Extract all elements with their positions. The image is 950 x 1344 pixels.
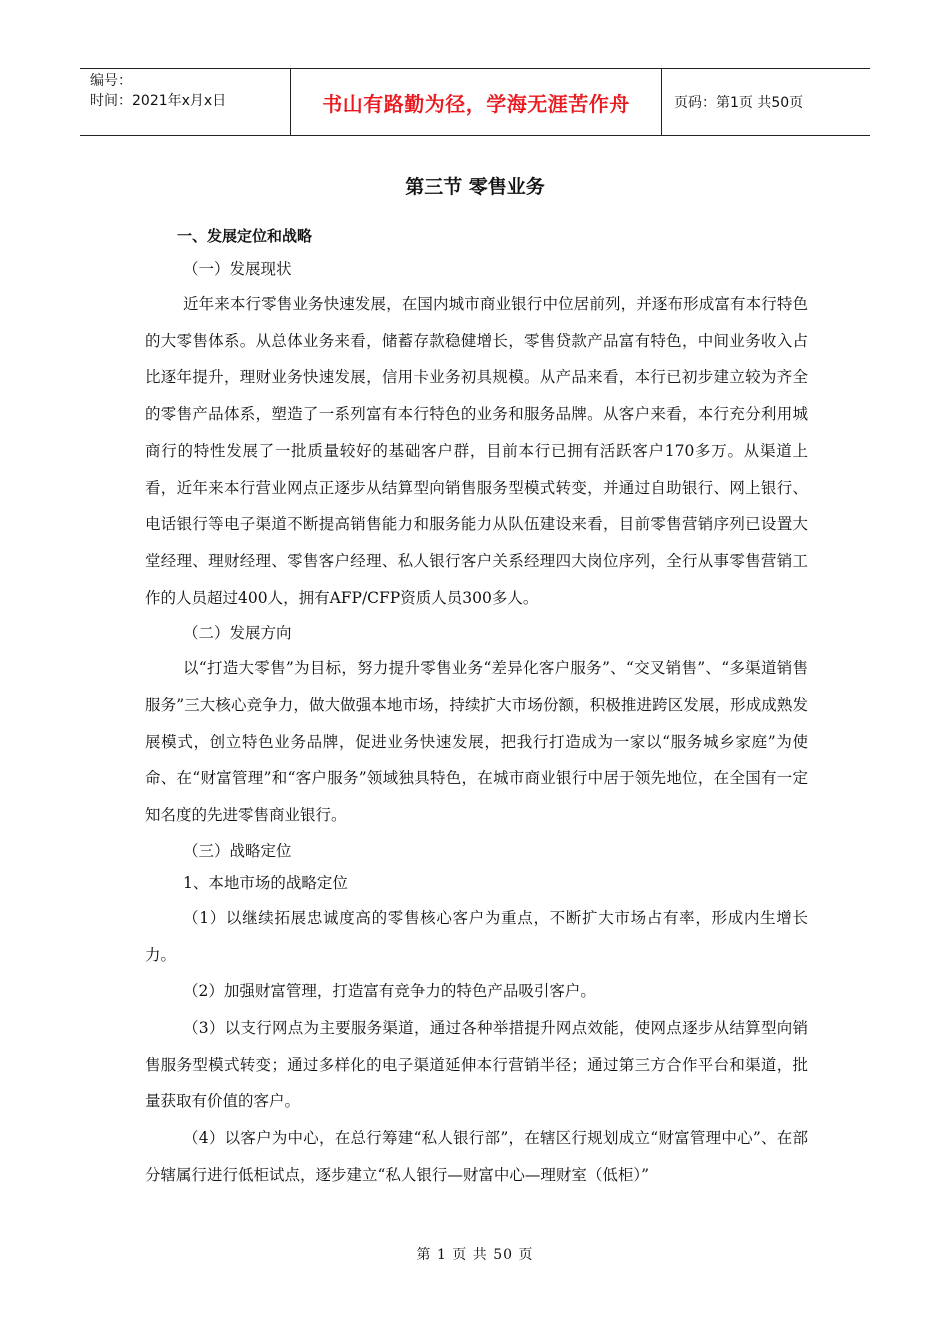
subsection-heading-current-status: （一）发展现状 <box>183 260 292 278</box>
header-motto: 书山有路勤为径，学海无涯苦作舟 <box>322 91 630 116</box>
header-meta-cell <box>80 69 291 136</box>
document-time-label: 时间：2021年x月x日 <box>90 93 227 109</box>
list-item: （4）以客户为中心，在总行筹建“私人银行部”，在辖区行规划成立“财富管理中心”、在部分辖属行进行低柜试点，逐步建立“私人银行—财富中心—理财室（低柜）” <box>145 1129 808 1184</box>
paragraph-direction: 以“打造大零售”为目标，努力提升零售业务“差异化客户服务”、“交叉销售”、“多渠道销售服务”三大核心竞争力，做大做强本地市场，持续扩大市场份额，积极推进跨区发展，形成成熟发展模式，创立特色业务品牌，促进业务快速发展，把我行打造成为一家以“服务城乡家庭”为使命、在“财富管理”和“客户服务”领域独具特色，在城市商业银行中居于领先地位，在全国有一定知名度的先进零售商业银行。 <box>145 659 808 825</box>
subsection-heading-strategy: （三）战略定位 <box>183 841 292 860</box>
page-footer: 第 1 页 共 50 页 <box>416 1247 534 1263</box>
header-page-code: 页码：第1页 共50页 <box>662 69 871 136</box>
list-item: （3）以支行网点为主要服务渠道，通过各种举措提升网点效能，使网点逐步从结算型向销售服务型模式转变；通过多样化的电子渠道延伸本行营销半径；通过第三方合作平台和渠道，批量获取有价值的客户。 <box>145 1018 808 1111</box>
header-table <box>80 68 870 136</box>
page-title: 第三节 零售业务 <box>405 176 545 198</box>
subsection-heading-direction: （二）发展方向 <box>183 624 292 643</box>
section-heading: 一、发展定位和战略 <box>177 227 313 245</box>
document-body <box>145 222 808 1193</box>
list-item: （2）加强财富管理，打造富有竞争力的特色产品吸引客户。 <box>183 982 596 1001</box>
paragraph-current-status: 近年来本行零售业务快速发展，在国内城市商业银行中位居前列，并逐布形成富有本行特色的大零售体系。从总体业务来看，储蓄存款稳健增长，零售贷款产品富有特色，中间业务收入占比逐年提升，理财业务快速发展，信用卡业务初具规模。从产品来看，本行已初步建立较为齐全的零售产品体系，塑造了一系列富有本行特色的业务和服务品牌。从客户来看，本行充分利用城商行的特性发展了一批质量较好的基础客户群，目前本行已拥有活跃客户170多万。从渠道上看，近年来本行营业网点正逐步从结算型向销售服务型模式转变，并通过自助银行、网上银行、电话银行等电子渠道不断提高销售能力和服务能力从队伍建设来看，目前零售营销序列已设置大堂经理、理财经理、零售客户经理、私人银行客户关系经理四大岗位序列，全行从事零售营销工作的人员超过400人，拥有AFP/CFP资质人员300多人。 <box>145 295 808 607</box>
list-item: （1）以继续拓展忠诚度高的零售核心客户为重点，不断扩大市场占有率，形成内生增长力。 <box>145 908 808 964</box>
document-number-label: 编号： <box>90 73 132 89</box>
header-motto-cell <box>291 69 662 136</box>
item-heading-local-market: 1、本地市场的战略定位 <box>183 873 348 892</box>
